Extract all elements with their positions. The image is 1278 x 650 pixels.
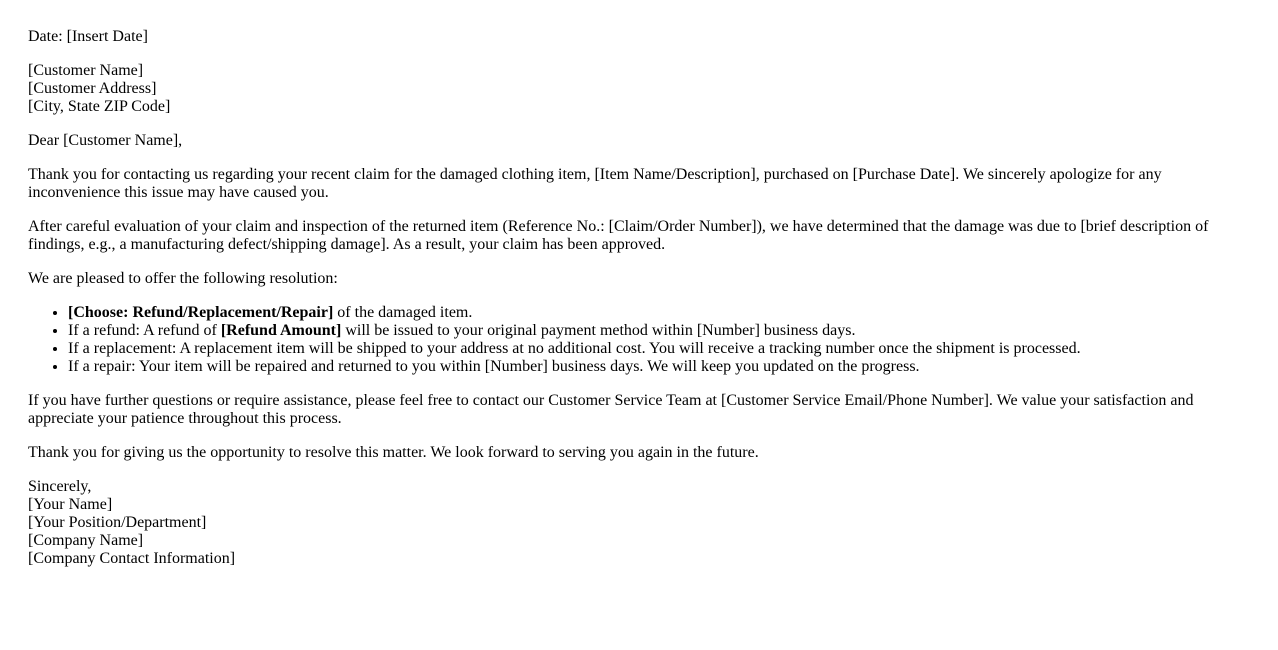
resolution-item-replacement: • If a replacement: A replacement item will be shipped to your address at no additional cost. You will receive a tracking number once the shipment is processed.	[68, 340, 1218, 358]
resolution-item-refund	[68, 322, 1218, 340]
recipient-name: [Customer Name]	[28, 62, 144, 79]
resolution-item-choose	[68, 304, 1218, 322]
date-line: Date: [Insert Date]	[28, 28, 148, 45]
signature-company: [Company Name]	[28, 532, 144, 549]
recipient-city-state-zip: [City, State ZIP Code]	[28, 98, 171, 115]
refund-pre: If a refund: A refund of	[68, 322, 221, 339]
resolution-choice-rest: of the damaged item.	[333, 304, 473, 321]
contact-paragraph: If you have further questions or require assistance, please feel free to contact our Customer Service Team at [Customer Service Email/Phone Number]. We value your satisfaction and appreciate your patience throughout this process.	[28, 392, 1194, 427]
resolution-choice-bold: [Choose: Refund/Replacement/Repair]	[68, 304, 334, 321]
recipient-address: [Customer Address]	[28, 80, 157, 97]
letter	[28, 28, 1218, 584]
evaluation-paragraph: After careful evaluation of your claim and inspection of the returned item (Reference No.: [Claim/Order Number]), we have determined that the damage was due to [brief description of findings, e.g., a manufacturing defect/shipping damage]. As a result, your claim has been approved.	[28, 218, 1209, 253]
signature-block	[28, 478, 1218, 568]
offer-lead-paragraph: We are pleased to offer the following resolution:	[28, 270, 338, 287]
valediction: Sincerely,	[28, 478, 92, 495]
refund-amount-bold: [Refund Amount]	[220, 322, 342, 339]
signature-contact-info: [Company Contact Information]	[28, 550, 236, 567]
resolution-list	[28, 304, 1218, 376]
recipient-block	[28, 62, 1218, 116]
intro-paragraph: Thank you for contacting us regarding your recent claim for the damaged clothing item, [Item Name/Description], purchased on [Purchase Date]. We sincerely apologize for any inconvenience this issue may have caused you.	[28, 166, 1162, 201]
salutation: Dear [Customer Name],	[28, 132, 183, 149]
refund-rest: will be issued to your original payment method within [Number] business days.	[341, 322, 856, 339]
signature-name: [Your Name]	[28, 496, 113, 513]
resolution-item-repair: • If a repair: Your item will be repaired and returned to you within [Number] business days. We will keep you updated on the progress.	[68, 358, 1218, 376]
closing-thanks-paragraph: Thank you for giving us the opportunity to resolve this matter. We look forward to serving you again in the future.	[28, 444, 759, 461]
signature-position: [Your Position/Department]	[28, 514, 207, 531]
